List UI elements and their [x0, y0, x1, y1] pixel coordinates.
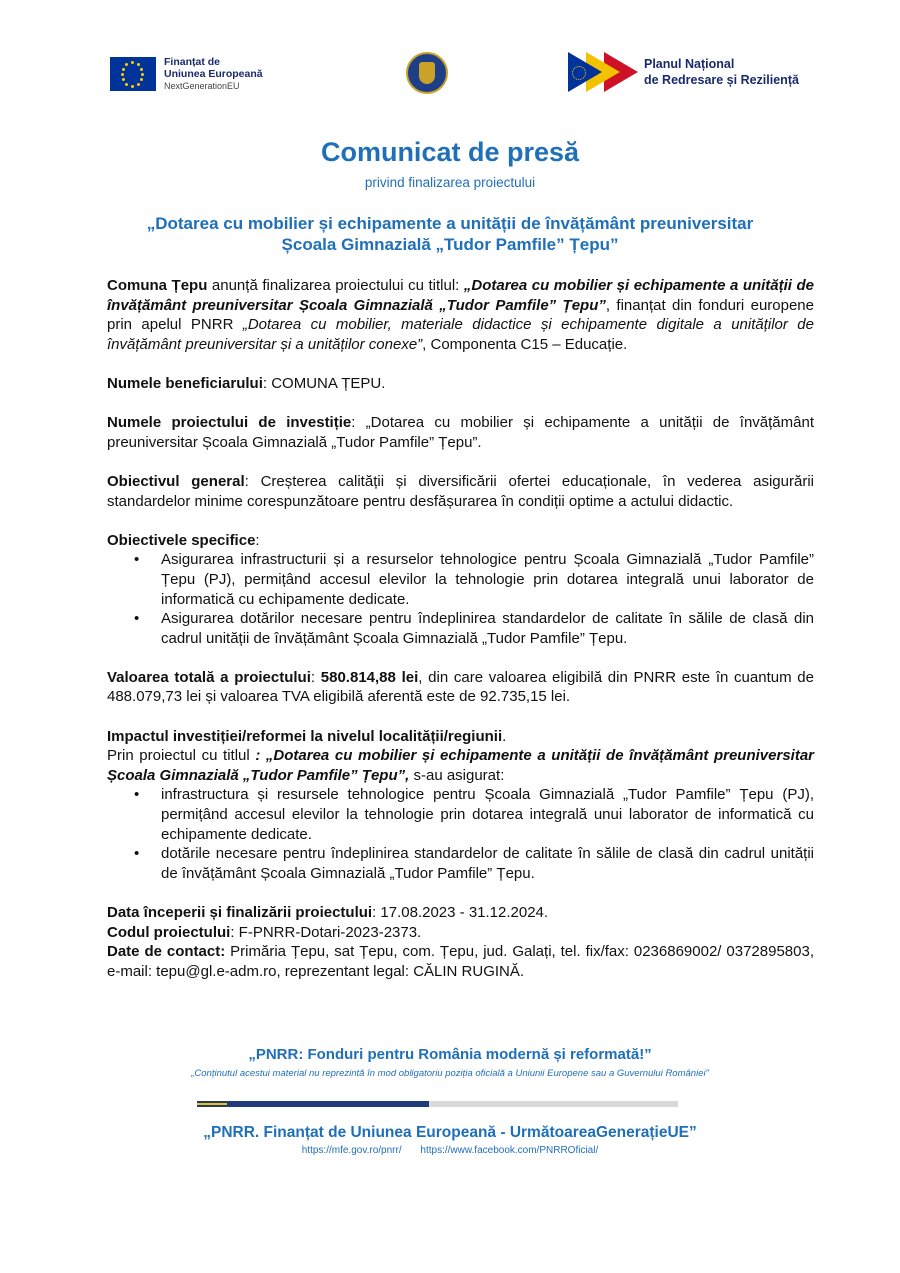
- header-logos: [0, 50, 900, 100]
- project-name-label: Numele proiectului de investiție: [107, 414, 352, 432]
- general-objective-paragraph: [107, 472, 814, 511]
- disclaimer: „Conținutul acestui material nu reprezintă în mod obligatoriu poziția oficială a Uniunii Europene sau a Guvernului României”: [191, 1068, 709, 1079]
- impact-list: [107, 785, 814, 883]
- impact-label: Impactul investiției/reformei la nivelul localității/regiunii: [107, 727, 503, 745]
- dates-value: : 17.08.2023 - 31.12.2024.: [372, 904, 549, 921]
- mfe-pnrr-link[interactable]: https://mfe.gov.ro/pnrr/: [301, 1145, 402, 1156]
- project-title: [70, 213, 830, 255]
- beneficiary-value: : COMUNA ȚEPU.: [262, 374, 386, 392]
- page-title: Comunicat de presă: [320, 137, 580, 167]
- list-item: • Asigurarea dotărilor necesare pentru îndeplinirea standardelor de calitate în sălile de clasă din cadrul unității de învățământ Școala Gimnazială „Tudor Pamfile” Țepu.: [161, 609, 814, 648]
- value-label: Valoarea totală a proiectului: [107, 668, 311, 686]
- dates-paragraph: [107, 903, 814, 923]
- impact-tail: s-au asigurat:: [409, 766, 505, 784]
- beneficiary-label: Numele beneficiarului: [107, 374, 263, 392]
- impact-project-title: : „Dotarea cu mobilier și echipamente a unității de învățământ preuniversitar Școala Gimnazială „Tudor Pamfile” Țepu”,: [107, 747, 814, 784]
- intro-paragraph: [107, 276, 814, 354]
- press-release-body: [107, 276, 814, 981]
- list-item: • Asigurarea infrastructurii și a resurselor tehnologice pentru Școala Gimnazială „Tudor Pamfile” Țepu (PJ), permițând accesul elevilor la tehnologie prin dotarea integrală unui laborator de informatică cu echipamente dedicate.: [161, 550, 814, 609]
- total-value-amount: 580.814,88 lei: [320, 668, 419, 686]
- contact-paragraph: [107, 942, 814, 981]
- intro-project-title: „Dotarea cu mobilier și echipamente a unității de învățământ preuniversitar Școala Gimnazială „Tudor Pamfile” Țepu”: [107, 277, 815, 314]
- footer-title: „PNRR. Finanțat de Uniunea Europeană - UrmătoareaGenerațieUE”: [203, 1124, 697, 1141]
- contact-label: Date de contact:: [107, 943, 226, 961]
- pnrr-arrows-icon: [568, 52, 638, 92]
- eu-flag-icon: [110, 57, 156, 91]
- impact-intro: [107, 746, 814, 785]
- project-title-line2: Școala Gimnazială „Tudor Pamfile” Țepu”: [281, 235, 619, 254]
- eu-logo-line1: Finanțat de: [164, 56, 221, 68]
- value-paragraph: [107, 668, 814, 707]
- list-item: • dotările necesare pentru îndeplinirea standardelor de calitate în sălile de clasă din cadrul unității de învățământ Școala Gimnazială „Tudor Pamfile” Țepu.: [161, 844, 814, 883]
- page-subtitle: privind finalizarea proiectului: [364, 175, 536, 190]
- specific-objectives-colon: :: [255, 531, 260, 549]
- project-name-paragraph: [107, 413, 814, 452]
- eu-funding-logo: [110, 56, 263, 92]
- facebook-pnrr-link[interactable]: https://www.facebook.com/PNRROficial/: [420, 1145, 599, 1156]
- specific-objectives-heading: [107, 531, 814, 551]
- impact-dot: .: [502, 727, 507, 745]
- pnrr-slogan: „PNRR: Fonduri pentru România modernă și reformată!”: [248, 1046, 652, 1063]
- intro-text-1: anunță finalizarea proiectului cu titlul:: [207, 277, 464, 294]
- list-item: • infrastructura și resursele tehnologice pentru Școala Gimnazială „Tudor Pamfile” Țepu (PJ), permițând accesul elevilor la tehnologie prin dotarea integrală unui laborator de informatică cu echipamente dedicate.: [161, 785, 814, 844]
- pnrr-logo: [568, 52, 799, 92]
- specific-objectives-list: [107, 550, 814, 648]
- intro-text-2: , finanțat din fonduri europene prin apelul PNRR: [107, 296, 814, 334]
- pnrr-logo-line2: de Redresare și Reziliență: [644, 73, 799, 87]
- eu-logo-line3: NextGenerationEU: [164, 81, 240, 91]
- pnrr-logo-line1: Planul Național: [644, 57, 735, 71]
- contact-value: Primăria Țepu, sat Țepu, com. Țepu, jud. Galați, tel. fix/fax: 0236869002/ 0372895803, e-mail: tepu@gl.e-adm.ro, reprezentant legal: CĂLIN RUGINĂ.: [107, 943, 814, 980]
- beneficiary-paragraph: [107, 374, 814, 394]
- dates-label: Data începerii și finalizării proiectului: [107, 904, 373, 921]
- value-details: , din care valoarea eligibilă din PNRR este în cuantum de 488.079,73 lei și valoarea TVA eligibilă aferentă este de 92.735,15 lei.: [107, 668, 814, 706]
- commune-name: Comuna Țepu: [107, 277, 208, 294]
- romania-government-seal-icon: [406, 52, 448, 94]
- footer-divider-bar: [197, 1101, 678, 1107]
- general-objective-label: Obiectivul general: [107, 472, 245, 490]
- intro-call-name: „Dotarea cu mobilier, materiale didactice și echipamente digitale a unităților de învățământ preuniversitar și a unităților conexe”: [107, 316, 814, 353]
- general-objective-value: : Creșterea calității și diversificării ofertei educaționale, în vederea asigurării standardelor minime corespunzătoare pentru desfășurarea în condiții optime a actului didactic.: [107, 472, 814, 510]
- value-colon: :: [310, 668, 321, 686]
- code-paragraph: [107, 923, 814, 943]
- project-name-value: : „Dotarea cu mobilier și echipamente a unității de învățământ preuniversitar Școala Gimnazială „Tudor Pamfile” Țepu”.: [107, 414, 814, 451]
- code-label: Codul proiectului: [107, 923, 231, 941]
- code-value: : F-PNRR-Dotari-2023-2373.: [230, 923, 422, 941]
- intro-text-3: , Componenta C15 – Educație.: [422, 335, 628, 353]
- impact-lead: Prin proiectul cu titlul: [107, 747, 256, 765]
- impact-heading: [107, 727, 814, 747]
- eu-logo-line2: Uniunea Europeană: [164, 68, 263, 80]
- project-title-line1: „Dotarea cu mobilier și echipamente a unității de învățământ preuniversitar: [146, 214, 754, 233]
- specific-objectives-label: Obiectivele specifice: [107, 531, 256, 549]
- footer-links: [0, 1145, 900, 1156]
